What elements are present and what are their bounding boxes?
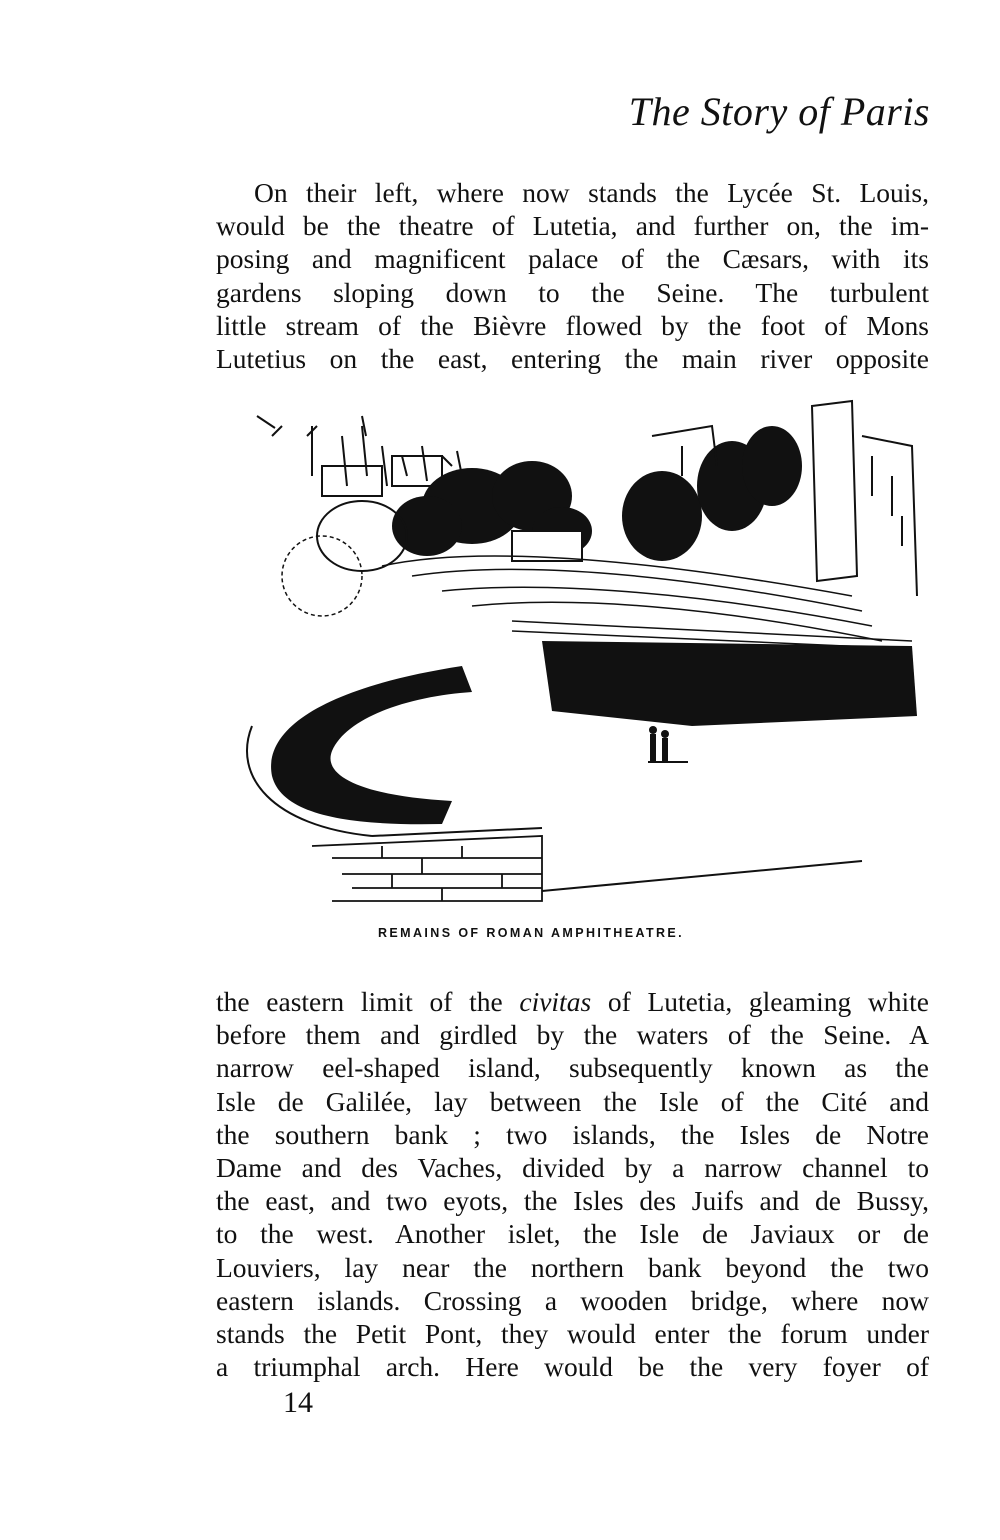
page-number: 14 [283,1386,313,1419]
arena-wall [271,666,472,824]
text-line: a triumphal arch. Here would be the very foyer of [216,1351,929,1383]
paragraph-top [216,176,929,375]
people [648,726,688,762]
text-run: the eastern limit of the [216,986,520,1017]
text-line: Lutetius on the east, entering the main river opposite [216,343,929,375]
text-run: of Lutetia, gleaming white [591,986,929,1017]
text-line: On their left, where now stands the Lycée St. Louis, [254,177,929,208]
text-line: gardens sloping down to the Seine. The turbulent [216,276,929,308]
text-line: little stream of the Bièvre flowed by the foot of Mons [216,309,929,341]
stands [382,556,912,649]
tunnel-shadow [542,641,917,726]
caption-text: REMAINS OF ROMAN AMPHITHEATRE. [378,926,685,940]
text-line: the east, and two eyots, the Isles des Juifs and de Bussy, [216,1185,929,1217]
text-line: before them and girdled by the waters of the Seine. A [216,1019,929,1051]
text-line: Dame and des Vaches, divided by a narrow channel to [216,1152,929,1184]
text-line: stands the Petit Pont, they would enter the forum under [216,1318,929,1350]
italic-term: civitas [519,986,592,1017]
text-line: Louviers, lay near the northern bank beyond the two [216,1251,929,1283]
text-line: the southern bank ; two islands, the Isles de Notre [216,1118,929,1150]
masonry [312,836,862,901]
text-line: posing and magnificent palace of the Cæsars, with its [216,243,929,275]
text-line: eastern islands. Crossing a wooden bridge, where now [216,1284,929,1316]
text-line: to the west. Another islet, the Isle de Javiaux or de [216,1218,929,1250]
running-head: The Story of Paris [628,89,930,134]
paragraph-bottom [216,985,929,1383]
text-line [216,985,929,1018]
text-line: Isle de Galilée, lay between the Isle of the Cité and [216,1085,929,1117]
amphitheatre-illustration [212,396,932,916]
text-line: narrow eel-shaped island, subsequently known as the [216,1052,929,1084]
text-line: would be the theatre of Lutetia, and further on, the im- [216,210,929,242]
